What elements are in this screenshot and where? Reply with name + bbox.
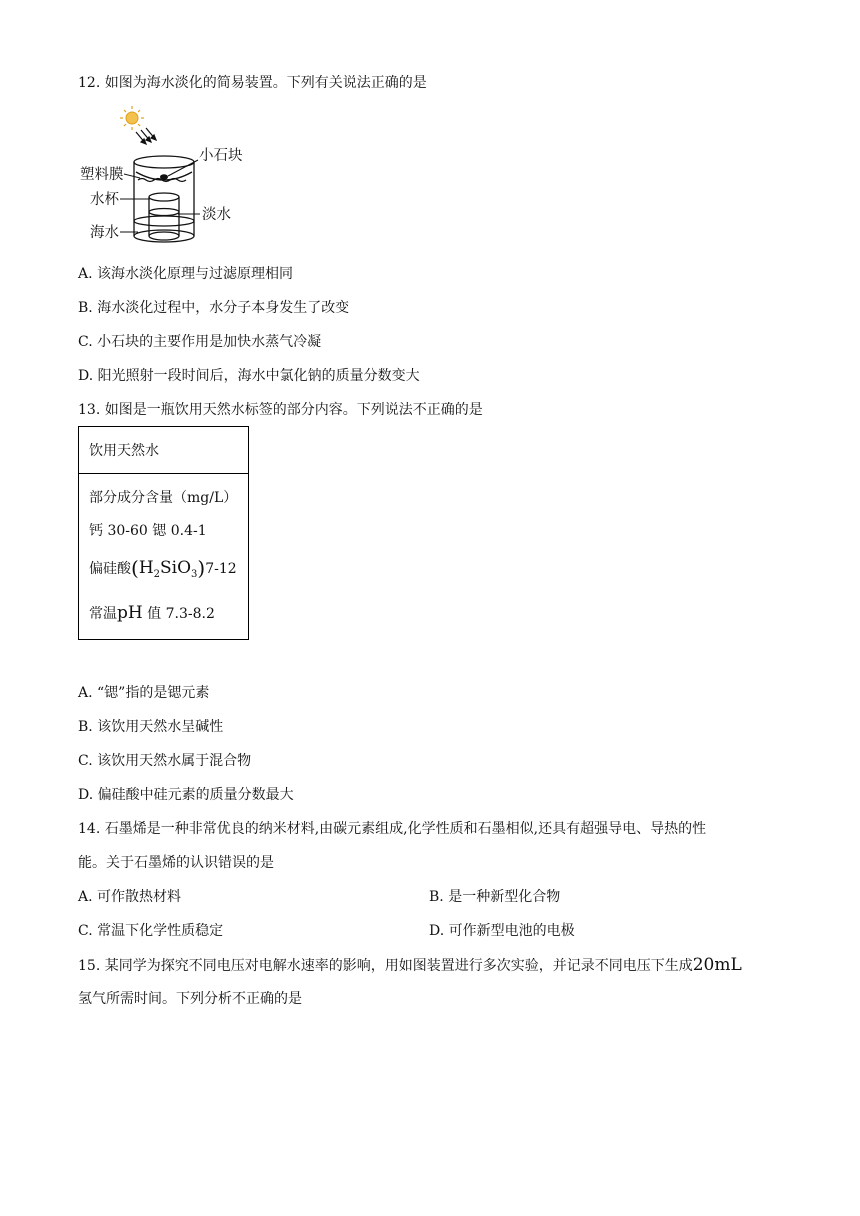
- q13-stem: 13. 如图是一瓶饮用天然水标签的部分内容。下列说法不正确的是: [78, 402, 483, 418]
- q12-option-c: C. 小石块的主要作用是加快水蒸气冷凝: [78, 334, 322, 350]
- water-label-table: [78, 426, 249, 640]
- water-label-line1: 部分成分含量（mg/L）: [89, 490, 238, 506]
- water-label-line4: 常温pH 值 7.3-8.2: [89, 603, 215, 623]
- q15-stem-line2: 氢气所需时间。下列分析不正确的是: [78, 991, 302, 1007]
- label-stone: 小石块: [199, 148, 243, 164]
- sunlight-arrows-icon: [136, 128, 156, 144]
- water-label-title: 饮用天然水: [89, 443, 159, 459]
- water-label-line3: 偏硅酸$(H_2SiO_3)7-12$: [89, 556, 237, 580]
- q15-stem-line1: 15. 某同学为探究不同电压对电解水速率的影响，用如图装置进行多次实验，并记录不同电压下生成20mL: [78, 955, 742, 975]
- q12-stem: 12. 如图为海水淡化的简易装置。下列有关说法正确的是: [78, 75, 427, 91]
- q14-option-c: C. 常温下化学性质稳定: [78, 923, 224, 939]
- q12-option-a: A. 该海水淡化原理与过滤原理相同: [78, 266, 294, 282]
- label-sea-water: 海水: [90, 225, 119, 241]
- water-label-header: [79, 427, 248, 474]
- label-cup: 水杯: [90, 192, 119, 208]
- q13-option-d: D. 偏硅酸中硅元素的质量分数最大: [78, 787, 294, 803]
- stone-icon: [160, 174, 168, 180]
- q14-option-d: D. 可作新型电池的电极: [429, 923, 575, 939]
- label-film: 塑料膜: [80, 167, 124, 183]
- q14-option-b: B. 是一种新型化合物: [429, 889, 561, 905]
- label-fresh-water: 淡水: [202, 207, 231, 223]
- q14-stem-line2: 能。关于石墨烯的认识错误的是: [78, 855, 274, 871]
- q13-option-a: A. “锶”指的是锶元素: [78, 685, 210, 701]
- sun-icon: [120, 106, 144, 130]
- q14-option-a: A. 可作散热材料: [78, 889, 182, 905]
- q13-option-c: C. 该饮用天然水属于混合物: [78, 753, 252, 769]
- q13-option-b: B. 该饮用天然水呈碱性: [78, 719, 224, 735]
- desalination-figure: [78, 104, 258, 250]
- water-label-line2: 钙 30-60 锶 0.4-1: [89, 523, 207, 539]
- q12-option-d: D. 阳光照射一段时间后，海水中氯化钠的质量分数变大: [78, 368, 420, 384]
- q14-stem-line1: 14. 石墨烯是一种非常优良的纳米材料,由碳元素组成,化学性质和石墨相似,还具有超强导电、导热的性: [78, 821, 707, 837]
- q12-option-b: B. 海水淡化过程中，水分子本身发生了改变: [78, 300, 350, 316]
